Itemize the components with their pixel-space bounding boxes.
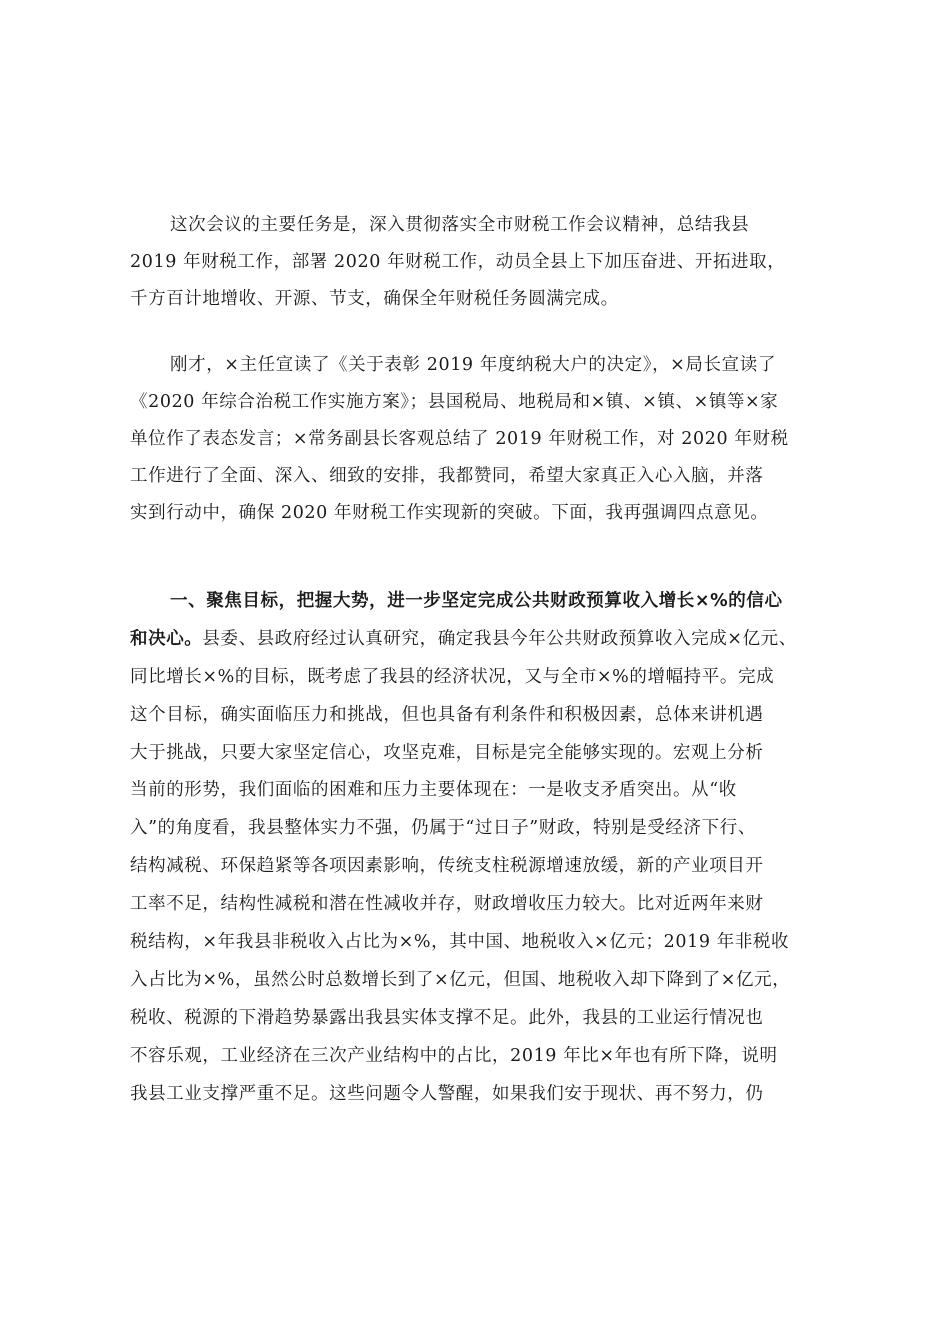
text-line: 当前的形势，我们面临的困难和压力主要体现在：一是收支矛盾突出。从“收 (130, 780, 737, 801)
text-line: 这个目标，确实面临压力和挑战，但也具备有利条件和积极因素，总体来讲机遇 (130, 704, 764, 725)
text-line: 同比增长×%的目标，既考虑了我县的经济状况，又与全市×%的增幅持平。完成 (130, 666, 775, 687)
paragraph-meeting-tasks (130, 207, 830, 318)
text-line: 税结构，×年我县非税收入占比为×%，其中国、地税收入×亿元；2019 年非税收 (130, 932, 790, 953)
text-line-rest: 县委、县政府经过认真研究，确定我县今年公共财政预算收入完成×亿元、 (202, 628, 797, 649)
text-line: 入占比为×%，虽然公时总数增长到了×亿元，但国、地税收入却下降到了×亿元， (130, 969, 791, 990)
text-line: 大于挑战，只要大家坚定信心，攻坚克难，目标是完全能够实现的。宏观上分析 (130, 742, 764, 763)
text-line: 不容乐观，工业经济在三次产业结构中的占比，2019 年比×年也有所下降，说明 (130, 1045, 778, 1066)
text-line: 《2020 年综合治税工作实施方案》；县国税局、地税局和×镇、×镇、×镇等×家 (130, 392, 779, 412)
section-heading-tail: 和决心。 (130, 628, 203, 649)
text-line: 2019 年财税工作，部署 2020 年财税工作，动员全县上下加压奋进、开拓进取， (130, 252, 786, 272)
text-line: 实到行动中，确保 2020 年财税工作实现新的突破。下面，我再强调四点意见。 (130, 503, 769, 523)
paragraph-section-one (130, 583, 830, 1113)
paragraph-review (130, 347, 830, 532)
text-line: 千方百计地增收、开源、节支，确保全年财税任务圆满完成。 (130, 289, 619, 309)
text-line: 工作进行了全面、深入、细致的安排，我都赞同，希望大家真正入心入脑，并落 (130, 466, 764, 486)
section-heading: 一、聚焦目标，把握大势，进一步坚定完成公共财政预算收入增长×%的信心 (170, 591, 783, 611)
text-line: 入”的角度看，我县整体实力不强，仍属于“过日子”财政，特别是受经济下行、 (130, 818, 756, 839)
text-line: 结构减税、环保趋紧等各项因素影响，传统支柱税源增速放缓，新的产业项目开 (130, 856, 764, 877)
text-line: 这次会议的主要任务是，深入贯彻落实全市财税工作会议精神，总结我县 (170, 215, 750, 235)
text-line: 税收、税源的下滑趋势暴露出我县实体支撑不足。此外，我县的工业运行情况也 (130, 1007, 764, 1028)
text-line (130, 621, 830, 659)
text-line: 我县工业支撑严重不足。这些问题令人警醒，如果我们安于现状、再不努力，仍 (130, 1083, 764, 1104)
text-line: 单位作了表态发言；×常务副县长客观总结了 2019 年财税工作，对 2020 年财税 (130, 429, 789, 449)
text-line: 刚才，×主任宣读了《关于表彰 2019 年度纳税大户的决定》，×局长宣读了 (170, 355, 776, 375)
text-line: 工率不足，结构性减税和潜在性减收并存，财政增收压力较大。比对近两年来财 (130, 894, 764, 915)
